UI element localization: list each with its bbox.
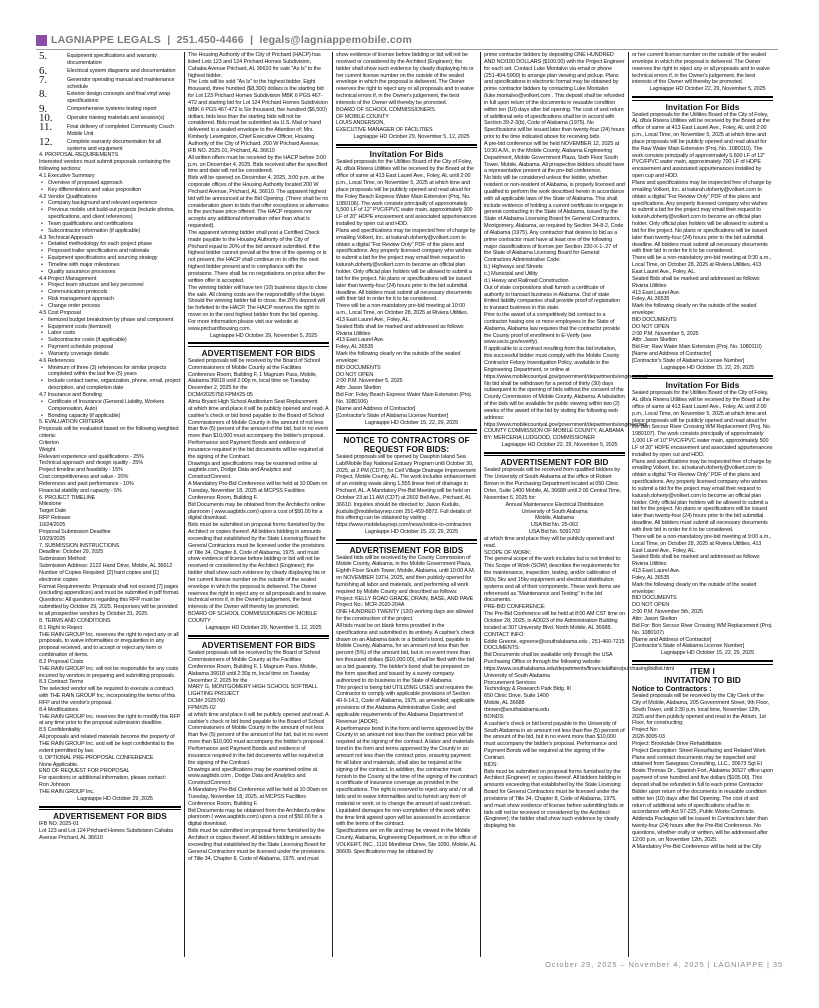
notice-paragraph: Sealed Bids shall be marked and addressed as follows: (336, 323, 465, 330)
section-divider (484, 452, 625, 457)
notice-paragraph: CONTACT INFO: (484, 631, 525, 638)
notice-paragraph: THE RAIN GROUP Inc. reserves the right to modify this RFP at any time prior to the proposal submission deadline. (39, 713, 181, 727)
notice-paragraph: Specifications are on file and may be viewed in the Mobile County, Alabama, Engineering Department, or in the office of VOLKERT, INC., 1110 Montlimar Drive, Ste 1050, Mobile, AL 36609. Specifications may be obtained by (336, 828, 477, 855)
centered-line: Annual Maintenance Electrical Distribution (505, 501, 604, 508)
notice-paragraph: 4.5 Cost Proposal (39, 309, 81, 316)
notice-paragraph: COUNTY COMMISSION OF MOBILE COUNTY, ALABAMA (484, 428, 624, 435)
item-text: Operator training materials and session(s) (67, 115, 165, 122)
notice-paragraph: Mark the following clearly on the outside of the sealed envelope: (632, 581, 757, 595)
notice-paragraph: show evidence of license before bidding or bid will not be received or considered by the Architect (Engineer); the bidder shall show such evidence by clearly displaying his or her current license number on the outside of the sealed envelope in which the proposal is delivered. The Owner reserves the right to reject any or all proposals and to waive technical errors if, in the Owner's judgement, the best interests of the Owner will thereby be promoted. (336, 52, 474, 106)
notice-paragraph: Cost competitiveness and value - 20% (39, 474, 129, 481)
notice-paragraph: Submission Address: 2122 Hand Drive, Mobile, AL 36612 (39, 563, 173, 570)
publication-run-dates: Lagniappe HD October 15, 22, 29, 2025 (660, 650, 755, 657)
item-text: Exterior design concepts and final vinyl wrap specifications (67, 91, 171, 105)
notice-paragraph: Mark the following clearly on the outside of the sealed envelope: (632, 303, 757, 317)
centered-line: Mobile, Alabama (535, 515, 574, 522)
notice-paragraph: at which time and place they will be publicly opened and read. (484, 535, 614, 549)
publication-run-dates: Lagniappe HD October 22, 29, November 5, 2025 (649, 86, 766, 93)
bullet-item: • Team qualifications and certifications (39, 221, 181, 228)
notice-paragraph: Plans and specifications may be inspected free of charge by emailing Volkert, Inc. at katurah.doherty@volkert.com to obtain a digital "For Review Only" PDF of the plans and specifications. Any properly licensed company who wishes to submit a bid for the project may email their request to katurah.doherty@volkert.com to become an official plan holder. Only official plan holders will be allowed to submit a bid for the project. No plans or specifications will be issued later than twenty-four (24) hours prior to the bid submittal deadline. All bidders must submit all necessary documents with their bid in order for it to be considered. (632, 180, 772, 255)
notice-paragraph: Plans and specifications may be inspected free of charge by emailing Volkert, Inc. at katurah.doherty@volkert.com to obtain a digital "For Review Only" PDF of the plans and specifications. Any properly licensed company who wishes to submit a bid for the project may email their request to katurah.doherty@volkert.com to become an official plan holder. Only official plan holders will be allowed to submit a bid for the project. No plans or specifications will be issued later than twenty-four (24) hours prior to the bid submittal deadline. All bidders must submit all necessary documents with their bid in order for it to be considered. (336, 227, 476, 303)
notice-paragraph: Sealed proposals will be received by the City Clerk of the City of Mobile, Alabama, 205 Government Street, 9th Floor, South Tower, until 2:30 p.m. local time, November 12th, 2025 and then publicly opened and read in the Atrium, 1st Floor, for constructing: (632, 693, 770, 727)
notice-paragraph: 8.1 Right to Reject (39, 624, 82, 631)
notice-paragraph: PRE-BID CONFERENCE: (484, 604, 546, 611)
notice-paragraph: Bids must be submitted on proposal forms furnished by the Architect (Engineer) or copies thereof. All bidders bidding in amounts exceeding that established by the State Licensing Board for General Contractors must be licensed under the provisions of Title 34, Chapter 8, Code of Alabama, 1975, and must show evidence of license before submitting bids or bids will not be received or considered by the Architect (Engineer); the bidder shall show such evidence by clearly displaying his (484, 768, 624, 830)
notice-paragraph: Format Requirements: Proposals shall not exceed [7] pages (excluding appendices) and must be submitted in pdf format. (39, 583, 180, 597)
publication-run-dates: Lagniappe HD October 29, November 5, 12, 2025 (353, 134, 470, 141)
bullet-item: • Quality assurance processes (39, 269, 181, 276)
numbered-item (39, 90, 181, 105)
notice-paragraph: DCM#2025758 FPM#25-05 (188, 392, 253, 399)
notice-paragraph: BOARD OF SCHOOL COMMISSIONERS OF MOBILE COUNTY (188, 611, 317, 624)
bullet-item: • Communication protocols (39, 289, 181, 296)
notice-paragraph: 9. OPTIONAL PRE-PROPOSAL CONFERENCE (39, 754, 154, 761)
notice-heading: ADVERTISEMENT FOR BID (500, 458, 609, 468)
notice-paragraph: Weight (39, 446, 56, 453)
notice-paragraph: Attn: Jason Skelton (336, 385, 382, 392)
notice-paragraph: Sealed proposals for the Utilities Board of the City of Foley, AL d/b/a Riviera Utilities will be received by the Board at the office of same at 413 East Laurel Ave., Foley, AL until 2:00 p.m., Local Time, on November 5, 2025 at which time and place proposals will be publicly opened and read aloud for the Raw Water Main Extension (Proj. No. 1080110). The work consists principally of approximately 5,600 LF of 12" PVC/FPVC water main, approximately 700 LF of HDPE encasement and associated appurtenances installed by open cup and HDD. (632, 111, 770, 180)
notice-paragraph: References and past performance - 10% (39, 480, 134, 487)
notice-paragraph: University of South Alabama (484, 672, 550, 679)
centered-line: University of South Alabama (521, 508, 588, 515)
notice-paragraph: EXECUTIVE MANAGER OF FACILITIES (336, 127, 433, 134)
notice-paragraph: 2:00 P.M. November 5, 2025 (632, 330, 699, 337)
bullet-item: • Payment schedule proposal (39, 344, 181, 351)
section-divider (188, 635, 329, 640)
notice-paragraph: Lot 123 and Lot 124 Prichard Homes Subdivision Cahaba Avenue Prichard, AL 36610 (39, 827, 173, 841)
notice-paragraph: DOCUMENTS: (484, 645, 520, 652)
notice-paragraph: OF MOBILE COUNTY (336, 113, 389, 120)
publication-run-dates: Lagniappe HD October 15, 22, 29, 2025 (660, 364, 755, 371)
notice-paragraph: Sealed Bids shall be marked and addressed as follows: (632, 554, 761, 561)
notice-paragraph: Foley, AL 36535 (632, 574, 670, 581)
notice-paragraph: Riviera Utilities (632, 561, 667, 568)
notice-paragraph: at which time and place it will be publicly opened and read. A cashier's check or bid bond payable to the Board of School Commissioners of Mobile County in the amount of not less than five (5) percent of the amount of the bid, but in no event more than $10,000 must accompany the bidder's proposal. Performance and Payment Bonds and evidence of insurance required in the bid documents will be required at the signing of the Contract. (188, 711, 329, 766)
item-number: 7. (39, 73, 48, 86)
page-header (36, 31, 778, 50)
notice-paragraph: No bids will be considered unless the bidder, whether resident or non-resident of Alabama, is properly licensed and qualified to perform the work described herein in accordance with all applicable laws of the State of Alabama. This shall include evidence of holding a current certificate to engage in general contracting in the State of Alabama, issued by the State of Alabama Licensing Board for General Contractors, Montgomery, Alabama, as required by Section 34-8-2, Code of Alabama (1975). Any contractor that desires to bid as a prime contractor must have at least one of the following major classifications of license per Section 230-X-1-.27 of the State of Alabama Licensing Board for General Contractors Administrative Code: (484, 175, 625, 264)
bullet-item: • Previous mobile unit build-out projects (include photos, specifications, and client references) (39, 207, 181, 221)
notice-paragraph: Bid For: Foley Beach Express Water Main Extension (Proj. No. 1080106) (336, 392, 472, 405)
separator: | (250, 34, 254, 46)
section-divider (188, 342, 329, 347)
notice-paragraph: Attn: Jason Skelton (632, 337, 678, 344)
item-number: 8. (39, 88, 48, 101)
bullet-item: • Proposed trailer specifications and rationale (39, 248, 181, 255)
notice-paragraph: BID DOCUMENTS (336, 364, 381, 371)
notice-paragraph: Prior to the award of a competitively bid contract to a contractor having one or more employees in the State of Alabama, Alabama law requires that the contractor provide the County proof of enrollment in E-Verify (see www.uscis.gov/everify). (484, 312, 620, 346)
notice-paragraph: Project: KELLY ROAD GRADE, DRAIN, BASE, AND PAVE (336, 595, 474, 602)
item-text: Comprehensive systems testing report (67, 106, 157, 113)
notice-paragraph: Bids must be submitted on proposal forms furnished by the Architect or copies thereof. All bidders bidding in amounts exceeding that established by the State Licensing Board for General Contractors must be licensed under the provisions of Title 34, Chapter 8, Code of Alabama, 1975, and must show evidence of license before bidding or bid will not be received or considered by the Architect (Engineer); the bidder shall show such evidence by clearly displaying his or her current license number on the outside of the sealed envelope in which the proposal is delivered. The Owner reserves the right to reject any or all proposals and to waive technical errors if, in the Owner's judgement, the best interests of the Owner will thereby be promoted. (188, 522, 326, 611)
notice-paragraph: or her current license number on the outside of the sealed envelope in which the proposal is delivered. The Owner reserves the right to reject any or all proposals and to waive technical errors if, in the Owner's judgement, the best interests of the Owner will thereby be promoted. (632, 52, 770, 86)
notice-paragraph: c.) Municipal and Utility (484, 271, 538, 277)
section-divider (336, 429, 477, 434)
header-separator (161, 34, 177, 46)
notice-paragraph: BY: MERCERIA LUDGOOD, COMMISSIONER (484, 435, 595, 442)
notice-paragraph: FPM#25-02 (188, 704, 216, 711)
notice-paragraph: Proposal Submission Deadline (39, 528, 111, 535)
notice-paragraph: [Name and Address of Contractor] (632, 351, 712, 358)
notice-paragraph: 4. PROPOSAL REQUIREMENTS (39, 152, 119, 159)
item-number: 11. (39, 121, 52, 134)
notice-paragraph: BID DOCUMENTS (632, 316, 677, 323)
notice-paragraph: BID DOCUMENTS (632, 595, 677, 602)
publication-run-dates: Lagniappe HD October 29, 2025 (77, 795, 153, 802)
notice-paragraph: The winning bidder will have ten (10) business days to close the sale. All closing costs are the responsibility of the buyer. Should the winning bidder fail to close, the 20% deposit will be forfeited to the HACP. The HACP reserves the right to move on to the next highest bidder from the bid opening. (188, 284, 328, 319)
notice-paragraph: The Housing Authority of the City of Prichard (HACP) has listed Lots 123 and 124 Prichard Homes Subdivision, Cahaba Avenue Prichard, AL 36610 for sale "As Is" to the highest bidder. (188, 52, 321, 79)
notice-paragraph: THE RAIN GROUP Inc. reserves the right to reject any or all proposals, to waive informalities or irregularities in any proposal received, and to accept or reject any item or combination of items. (39, 631, 179, 659)
notice-paragraph: 4.6 References (39, 357, 75, 364)
numbered-item (39, 73, 181, 91)
notice-paragraph: Sealed Bids shall be marked and addressed as follows: (632, 275, 761, 282)
notice-paragraph: 2:00 P.M. November 5th, 2025 (632, 609, 703, 616)
notice-paragraph: 8.4 Modifications (39, 706, 79, 713)
notice-heading: ADVERTISEMENT FOR BIDS (201, 348, 316, 358)
notice-paragraph: Technology & Research Park Bldg. III (484, 686, 571, 693)
notice-paragraph: The apparent winning bidder shall post a Certified Check made payable to the Housing Authority of the City of Prichard equal to 20% of the bid amount submitted. If the highest bidder cannot prevail at the time of the opening or is not present, the HACP shall continue on to offer the next highest bidder present and in compliance with the provisions. There shall be no negotiations on price after the written offer is accepted. (188, 229, 327, 284)
notice-paragraph: Financial stability and capacity - 5% (39, 487, 122, 494)
notice-paragraph: Ron Johnson (39, 782, 71, 789)
notice-paragraph: Project timeline and feasibility - 15% (39, 467, 123, 474)
notice-paragraph: Bid Documents shall be available only through the USA Purchasing Office or through the following website: https://www.southalabama.edu/departments/financialaffairs/purchasing/bidlist.html (484, 652, 674, 672)
notice-paragraph: Procurement Services (484, 679, 536, 686)
notice-paragraph: 8.5 Confidentiality (39, 727, 81, 734)
notice-paragraph: A performance bond in the form and terms approved by the County in an amount not less than the contract price will be required at the signing of the contract. A labor and materials bond in the form and terms approved by the County in an amount not less than the contract price, ensuring payment for all labor and materials, shall also be required at the signing of the contract. In addition, the contractor must furnish to the County at the time of the signing of the contract a certificate of insurance coverage as provided in the specifications. The right is reserved to reject any and / or all bids and to waive informalities and to furnish any item of material or work; or to change the amount of said contract. Liquidated damages for non-completion of the work within the time limit agreed upon will be assessed in accordance with the terms of the contract. (336, 725, 477, 828)
page-number: 35 (772, 960, 783, 969)
notice-paragraph: Plans and specifications may be inspected free of charge by emailing Volkert, Inc. at katurah.doherty@volkert.com to obtain a digital "For Review Only" PDF of the plans and specifications. Any properly licensed company who wishes to submit a bid for the project may email their request to katurah.doherty@volkert.com to become an official plan holder. Only official plan holders will be allowed to submit a bid for the project. No plans or specifications will be issued later than twenty-four (24) hours prior to the bid submittal deadline. All bidders must submit all necessary documents with their bid in order for it to be considered. (632, 458, 772, 533)
notice-paragraph: Sealed proposals will be opened by Dauphin Island Sea Lab/Mobile Bay National Estuary Program until October 30, 2025, at 2 PM (CDT), for Cell Village Drainage Improvement Project, Mobile County, AL. The work includes enhancement of an existing swale along 1,555 linear feet of drainage in Prichard, AL. A Mandatory Pre-Bid Meeting will be held on October 23 at 11 AM (CDT) at 2602 Bell Ave., Prichard, AL 36610. Inquiries should be directed to: Jason Kudulis, jkudulis@mobilebaynep.com 251-459-8872. Full details of this offering can be obtained by visiting https://www.mobilebaynep.com/news/notice-to-contractors (336, 453, 476, 529)
notice-paragraph: Bids must be submitted on proposal forms furnished by the Architect or copies thereof. All bidders bidding in amounts exceeding that established by the State Licensing Board for General Contractors must be licensed under the provisions of Title 34, Chapter 8, Code of Alabama, 1975, and must (188, 828, 326, 862)
notice-paragraph: 2028-3005-03 (632, 734, 665, 741)
notice-paragraph: Project No.: MCR-2020-204A (336, 602, 405, 609)
notice-paragraph: 413 East Laurel Ave. (336, 337, 385, 344)
notice-paragraph: A Mandatory Pre-Bid Conference will be held at the City (632, 843, 762, 850)
notice-paragraph: Bid For: Bon Secour River Crossing WM Replacement (Proj. No. 1080107) (632, 622, 773, 636)
notice-paragraph: [Name and Address of Contractor] (632, 636, 712, 643)
numbered-item (39, 52, 181, 67)
notice-paragraph: Drawings and specifications may be examined online at aagbids.com, Dodge Data and Analytics and ConstructConnect. (188, 460, 318, 481)
notice-paragraph: Technical approach and design quality - 25% (39, 460, 143, 467)
notice-paragraph: Proposals will be evaluated based on the following weighted criteria: (39, 426, 179, 440)
notice-paragraph: 2:00 P.M. November 5, 2025 (336, 378, 403, 385)
notice-paragraph: Foley, AL 36535 (336, 344, 374, 351)
notice-heading: NOTICE TO CONTRACTORS OF REQUEST FOR BIDS: (343, 435, 470, 454)
bullet-item: • Warranty coverage details (39, 351, 181, 358)
notice-paragraph: 10/24/2025 (39, 522, 66, 528)
notice-paragraph: All written offers must be received by the HACP before 3:00 p.m. on December 4, 2025. Bids received after the specified time and date will not be considered. (188, 154, 328, 175)
issue-dates: October 29, 2025 – November 4, 2025 (545, 960, 705, 969)
notice-paragraph: 7. SUBMISSION INSTRUCTIONS (39, 542, 120, 549)
notice-paragraph: Attn: Jason Skelton (632, 615, 678, 622)
notice-paragraph: 10/29/2025 (39, 535, 66, 542)
item-number: 5. (39, 50, 48, 62)
notice-paragraph: None Applicable. (39, 761, 79, 768)
notice-paragraph: [Contractor's State of Alabama License Number] (336, 412, 449, 419)
notice-heading: INVITATION TO BID (664, 675, 741, 685)
notice-paragraph: Criterion (39, 439, 59, 446)
bullet-item: • Equipment costs (itemized) (39, 324, 181, 331)
notice-paragraph: d.) Heavy and Railroad Construction (484, 277, 569, 284)
notice-paragraph: Bid Documents may be obtained from the Architect's online planroom ( www.aagbids.com) upon a cost of $50.00 for a digital download. (188, 501, 325, 522)
notice-paragraph: at which time and place it will be publicly opened and read. A cashier's check or bid bond payable to the Board of School Commissioners of Mobile County in the amount of not less than five (5) percent of the amount of the bid, but in no event more than $10,000 must accompany the bidder's proposal. Performance and Payment Bonds and evidence of insurance required in the bid documents will be required at the signing of the Contract. (188, 405, 329, 460)
column-5 (628, 52, 776, 957)
page-footer: October 29, 2025 – November 4, 2025 | LAGNIAPPE | 35 (545, 960, 783, 969)
notice-paragraph: Deadline: October 29, 2025 (39, 549, 104, 556)
notice-paragraph: 8. TERMS AND CONDITIONS (39, 617, 111, 624)
publication-run-dates: Lagniappe HD October 22, 29, November 5, 2025 (501, 442, 618, 449)
notice-paragraph: Sealed proposals will be received by the Board of School Commissioners of Mobile County at the Facilities Conference Room, Building F, 1 Magnum Pass, Mobile, Alabama 36618 until 2:00p m, local time on Tuesday December 2, 2025 for the (188, 357, 321, 392)
notice-paragraph: The general scope of the work includes but is not limited to: This Scope of Work (SOW) describes the requirements for the maintenance, inspection, testing, and/or calibration of 600v, 5kv and 15kv equipment and electrical distribution systems and all of their components. These work items are referenced as "Maintenance and Testing" in the bid documents. (484, 556, 622, 604)
notice-paragraph: Submission Method: (39, 556, 87, 563)
notice-paragraph: There will be a non-mandatory pre-bid meeting at 9:30 a.m., Local Time, on October 28, 2025 at Riviera Utilities, 413 East Laurel Ave., Foley, AL. (632, 255, 772, 275)
notice-paragraph: [Contractor's State of Alabama License Number] (632, 357, 745, 364)
notice-heading: Invitation For Bids (665, 102, 740, 112)
notice-paragraph: 5. EVALUATION CRITERIA (39, 419, 104, 426)
notice-paragraph: Bid For: Raw Water Main Extension (Proj. No. 1080110) (632, 344, 762, 351)
bullet-item: • Subcontractor information (if applicable) (39, 228, 181, 235)
section-color-block (36, 35, 47, 46)
notice-paragraph: A pre-bid conference will be held NOVEMBER 12, 2025 at 10:30 A.M., in the Mobile County, Alabama Engineering Department, Mobile Government Plaza, Sixth Floor South Tower, Mobile, Alabama. All prospective bidders should have a representative present at the pre-bid conference. (484, 140, 625, 175)
notice-paragraph: Project: Brookdale Drive Rehabilitation (632, 740, 722, 747)
notice-paragraph: Mobile, AL 36688 (484, 700, 525, 707)
notice-paragraph: 650 Clinic Drive, Suite 1400 (484, 693, 549, 700)
publication-run-dates: Lagniappe HD October 15, 22, 29, 2025 (364, 529, 459, 536)
item-number: 6. (39, 64, 48, 77)
notice-paragraph: Project Description: Street Resurfacing and Related Work (632, 747, 766, 754)
notice-paragraph: 413 East Laurel Ave. (632, 289, 681, 296)
bullet-item: • Company background and relevant experience (39, 200, 181, 207)
section-divider (336, 539, 477, 544)
publication-run-dates: Lagniappe HD October 29, November 5, 2025 (209, 332, 318, 339)
numbered-item (39, 135, 181, 153)
notice-paragraph: 4.4 Project Management (39, 275, 97, 282)
notice-paragraph: For more information please visit our website at www.prichardhousing.com. (188, 318, 298, 332)
notice-paragraph: 4.3 Technical Approach (39, 234, 94, 241)
notice-paragraph: THE RAIN GROUP Inc. (39, 788, 95, 795)
notice-paragraph: Target Date (39, 508, 67, 515)
notice-paragraph: Sealed proposals will be received from qualified bidders by The University of South Alabama at the office of Robert Brown in the Purchasing Department located at 650 Clinic Drive, Suite 1400 Mobile, AL 36688 until 2:00 Central Time, November 6, 2025 for: (484, 467, 622, 501)
notice-paragraph: 8.3 Contract Terms (39, 679, 84, 686)
notice-paragraph: Eddie Greene, egreene@southalabama.edu , 251-460-7215 (484, 638, 625, 645)
notice-paragraph: Number of Copies Required: [2] hard copies and [1] electronic copies (39, 569, 159, 583)
notice-paragraph: END OF REQUEST FOR PROPOSAL (39, 768, 130, 775)
notice-paragraph: Riviera Utilities (632, 282, 667, 289)
notice-paragraph: If applicable to a contract resulting from this bid invitation, this successful bidder must comply with the Mobile County Contractor Felony Investigation Policy, available in the Engineering Department, or online at https://www.mobilecountyal.gov/government/departments/engineering/ (484, 346, 648, 380)
notice-paragraph: There will be a non-mandatory pre-bid meeting at 10:00 a.m., Local Time, on October 28, 2025 at Riviera Utilities, 413 East Laurel Ave., Foley, AL. (336, 303, 469, 323)
separator: | (167, 34, 171, 46)
notice-paragraph: rbrown@southalabama.edu (484, 706, 549, 713)
notice-paragraph: RFP Release (39, 515, 71, 522)
notice-paragraph: A cashier's check or bid bond payable to the University of South Alabama in an amount not less than five (5) percent of the amount of the bid, but in no event more than $10,000 must accompany the bidder's proposal. Performance and Payment Bonds will be required at the signing of the Contract. (484, 720, 625, 761)
notice-paragraph: Bids will be opened on December 4, 2025, 3:00 p.m. at the corporate offices of the Housing Authority located 200 W Prichard Avenue, Prichard, AL 36610. The apparent highest bid will be announced at the Bid Opening. (There shall be no consideration given to bids that offer exceptions or alternates to the purchase price offered. The HACP requires nor accepts any additional information other than what is requested). (188, 175, 329, 230)
bullet-item: • Risk management approach (39, 296, 181, 303)
notice-heading: Invitation For Bids (665, 381, 740, 391)
notice-heading: ADVERTISEMENT FOR BIDS (201, 641, 316, 651)
bullet-item: • Key differentiators and value proposition (39, 187, 181, 194)
centered-line: USA Bid No. 25-062 (530, 522, 579, 529)
notice-paragraph: The Lots will be sold "As Is" to the highest bidder. Eight thousand, three hundred ($8,300) dollars is the starting bid for Lot 123 Prichard Homes Subdivision MBK 6 PGS 467-472 and starting bid for Lot 124 Prichard Homes Subdivision MBK 6 PGS 467-472 is Six thousand, five hundred ($6,500) dollars, bids less than the starting bids will not be considered. Bids must be submitted via U.S. Mail or hand delivered in a sealed envelope to the Attention of: Mrs. Kimberly Lewingston, Chief Executive Officer, Housing Authority of the City of Prichard, 200 W Prichard Avenue, IFB NO. 2025.01, Prichard, AL 36610 (188, 79, 328, 154)
item-number: 10. (39, 112, 53, 125)
item-text: Final delivery of completed Community Couch Mobile Unit (67, 124, 175, 137)
item-text: Electrical system diagrams and documentation (67, 67, 176, 74)
notice-paragraph: BIDS: (484, 761, 498, 768)
notice-heading: ADVERTISEMENT FOR BIDS (53, 812, 167, 822)
notice-paragraph: Sealed proposals for the Utilities Board of the City of Foley, AL d/b/a Riviera Utilities will be received by the Board at the office of same at 413 East Laurel Ave., Foley, AL until 2:00 p.m., Local Time, on November 5, 2025 at which time and place proposals will be publicly opened and read aloud for the Foley Beach Express Water Main Extension (Proj. No. 1080106). The work consists principally of approximately 5,500 LF of 12" PVC/FPVC water main, approximately 300 LF of 20" HDPE encasement and associated appurtenances installed by open cut and HDD. (336, 159, 477, 228)
notice-paragraph: 4.1 Executive Summary (39, 172, 95, 179)
legal-notices-columns (36, 52, 778, 957)
notice-paragraph: BOARD OF SCHOOL COMMISSIONERS (336, 106, 435, 113)
notice-heading: ITEM I (690, 666, 715, 676)
numbered-item (39, 123, 181, 138)
notice-paragraph: DO NOT OPEN (336, 371, 374, 378)
notice-paragraph: IFB NO. 2025-01 (39, 821, 79, 828)
numbered-item (39, 105, 181, 114)
notice-paragraph: There will be a non-mandatory pre-bid meeting at 9:00 a.m., Local Time, on October 28, 2025 at Riviera Utilities, 413 East Laurel Ave., Foley, AL. (632, 533, 772, 554)
notice-paragraph: Foley, AL 36535 (632, 296, 670, 303)
item-text: Complete warranty documentation for all systems and equipment (67, 138, 162, 152)
item-number: 12. (39, 135, 53, 148)
notice-paragraph: b.) Highways and Streets (484, 264, 543, 271)
section-title: LAGNIAPPE LEGALS (51, 34, 161, 46)
bullet-item: • Minimum of three (3) references for similar projects completed within the last five (5) years (39, 365, 181, 379)
notice-paragraph: The selected vendor will be required to execute a contract with THE RAIN GROUP Inc. incorporating the terms of this RFP and the vendor's proposal. (39, 686, 176, 706)
notice-paragraph: Milestone (39, 501, 62, 508)
header-phone: 251.450-4466 (176, 34, 244, 46)
item-text: Equipment specifications and warranty documentation (67, 53, 157, 66)
notice-paragraph: Mark the following clearly on the outside of the sealed envelope: (336, 351, 461, 364)
column-1 (36, 52, 184, 957)
section-divider (632, 660, 773, 665)
notice-paragraph: Alma Bryant High School Auditorium Seat Replacement (188, 399, 318, 405)
notice-paragraph: The Pre-Bid Conference will be held at 8:00 AM CST time on October 28, 2025, in AD023 of the Administration Building located at 307 University Blvd. North Mobile, AL 36688. (484, 611, 625, 631)
bullet-item: • Include contact name, organization, phone, email, project description, and completion date (39, 378, 181, 392)
notice-paragraph: Project No: (632, 727, 658, 734)
column-3 (332, 52, 480, 957)
bullet-item: • Detailed methodology for each project phase (39, 241, 181, 248)
notice-paragraph: 6. PROJECT TIMELINE (39, 494, 96, 501)
header-separator (244, 34, 260, 46)
notice-paragraph: DO NOT OPEN (632, 323, 670, 330)
notice-heading: Invitation For Bids (369, 150, 444, 160)
publication-name: LAGNIAPPE (713, 960, 765, 969)
notice-paragraph: SCOPE OF WORK: (484, 549, 531, 556)
notice-paragraph: DO NOT OPEN (632, 602, 670, 609)
centered-line: USA Bid No. 5091702 (528, 529, 581, 536)
notice-paragraph: All proposals and related materials become the property of THE RAIN GROUP Inc. and will be kept confidential to the extent permitted by law. (39, 734, 175, 754)
notice-heading: ADVERTISEMENT FOR BIDS (349, 545, 464, 555)
notice-paragraph: Plans and contract documents may be inspected and obtained from Sawgrass Consulting, LLC., 30673 Sgt El Boats Thomas Dr., Spanish Fort, Alabama 36527 office upon payment of one hundred and five dollars ($105.00). This deposit shall be refunded in full to each prime Contractor Bidder upon return of the documents in reusable condition within ten (10) days after Bid Opening. The cost of and return of additional sets of specifications shall be in accordance with Act 97-225, Public Works Contracts. (632, 754, 773, 816)
notice-paragraph: THE RAIN GROUP Inc. will not be responsible for any costs incurred by vendors in preparing and submitting proposals. (39, 665, 179, 679)
notice-paragraph: Addenda Packages will be issued to Contractors later than twenty-four (24) hours after the Pre-Bid Conference. No questions, whether orally or written, will be addressed after 12:00 p.m. on November 12th, 2025. (632, 816, 768, 843)
notice-paragraph: Drawings and specifications may be examined online at www.aagbids.com , Dodge Data and Analytics and ConstructConnect. (188, 766, 318, 787)
notice-paragraph: All bids must be on blank forms provided in the specifications and submitted in its entirety. A cashier's check drawn on an Alabama bank or a bidder's bond, payable to Mobile County, Alabama, for an amount not less than five percent (5%) of the amount bid, but in no event more than ten thousand dollars ($10,000.00), shall be filed with the bid as a bid guaranty. The bidder's bond shall be prepared on the form specified and issued by a surety company authorized to do business in the State of Alabama. (336, 622, 475, 684)
notice-paragraph: Relevant experience and qualifications - 25% (39, 453, 144, 460)
publication-run-dates: Lagniappe HD October 29, November 5, 12, 2025 (205, 624, 322, 631)
notice-paragraph: Riviera Utilities (336, 330, 371, 337)
notice-paragraph: Sealed proposals for the Utilities Board of the City of Foley, AL d/b/a Riviera Utilities will be received by the Board at the office of same at 413 East Laurel Ave., Foley, AL until 2:00 p.m., Local Time, on November 5, 2025 at which time and place proposals will be publicly opened and read aloud for the Bon Secour River Crossing WM Replacement (Proj. No. 1080107). The work consists principally of approximately 1,000 LF of 10" PVC/FPVC water main, approximately 500 LF of 20" HDPE encasement and associated appurtenances installed by open cut and HDD. (632, 390, 773, 458)
numbered-item (39, 114, 181, 123)
notice-paragraph: A Mandatory Pre-Bid Conference will be held at 10:00am on Tuesday, November 18, 2025 at MCPSS Facilities Conference Room, Building F. (188, 481, 328, 501)
header-email[interactable]: legals@lagniappemobile.com (259, 34, 413, 46)
bullet-item: • Bonding capacity (if applicable) (39, 413, 181, 420)
notice-paragraph: This project is being bid UTILIZING USES and requires the Contractor to comply with applicable provisions of Section 40-9-14.1, Code of Alabama, 1975, as amended; applicable provisions of the Alabama Administrative Code; and applicable requirements of the Alabama Department of Revenue (ADOR). (336, 684, 475, 725)
notice-paragraph: LOUIS ANDERSON, (336, 120, 385, 127)
notice-paragraph: Sealed proposals will be received by the Board of School Commissioners of Mobile County at the Facilities Conference Room, Building F, 1 Magnum Pass, Mobile, Alabama 36618 until 2:30p m, local time on Tuesday December 2, 2025 for the (188, 650, 321, 684)
item-number: 9. (39, 103, 48, 116)
bullet-item: • Certificate of Insurance (General Liability, Workers Compensation, Auto) (39, 399, 181, 413)
notice-paragraph: Interested vendors must submit proposals containing the following sections: (39, 159, 171, 173)
notice-paragraph: prime contractor bidders by depositing ONE HUNDRED AND NO/100 DOLLARS ($100.00) with the Project Engineer for each set. Contact Luke Montalvo via email or phone (251-404-5900) to arrange plan viewing and pickup. Plans and specifications in electronic format may be obtained by prime contractor bidders by contacting Luke Montalvo (luke.montalvo@volkert.com . This deposit shall be refunded in full upon return of the documents in reusable condition within ten (10) days after bid opening. The cost of and return of additional sets of specifications shall be in accord with Section 39-2-3(b), Code of Alabama (1975). No Specifications will be issued later than twenty-four (24) hours prior to the time indicated above for receiving bids. (484, 52, 625, 141)
notice-paragraph: For questions or additional information, please contact: (39, 775, 166, 782)
section-divider (632, 375, 773, 380)
bullet-item: • Timeline with major milestones (39, 262, 181, 269)
notice-paragraph: MARY G. MONTGOMERY HIGH SCHOOL SOFTBALL LIGHTING PROJECT (188, 684, 318, 698)
column-2 (184, 52, 332, 957)
notice-paragraph: Out of state corporations shall furnish a certificate of authority to transact business in Alabama. Out of state limited liability companies shall provide proof of registration to transact business in this state. (484, 284, 620, 312)
notice-paragraph: A Mandatory Pre-Bid Conference will be held at 10:30am on Tuesday, November 18, 2025, at MCPSS Facilities Conference Room, Building F. (188, 787, 328, 807)
bullet-item: • Overview of proposed approach (39, 180, 181, 187)
notice-paragraph: [Name and Address of Contractor] (336, 405, 416, 412)
section-divider (336, 144, 477, 149)
notice-paragraph: 4.7 Insurance and Bonding (39, 391, 102, 398)
item-text: Generator operating manual and maintenance schedule (67, 76, 175, 90)
section-divider (632, 96, 773, 101)
notice-paragraph: No bid shall be withdrawn for a period of thirty (30) days subsequent to the opening of bids without the consent of the County Commission of Mobile County, Alabama. A tabulation of the bids will be available for public viewing within two (2) weeks of the award of the bid by visiting the following web address: https://www.mobilecountyal.gov/government/departments/engineering/ (484, 380, 648, 428)
notice-paragraph: DCM# 2025760 (188, 698, 226, 705)
bullet-item: • Itemized budget breakdown by phase and component (39, 317, 181, 324)
bullet-item: • Project team structure and key personnel (39, 282, 181, 289)
bullet-item: • Change order process (39, 303, 181, 310)
notice-paragraph: 4.2 Vendor Qualifications (39, 193, 98, 200)
notice-paragraph: Sealed bids will be received by the County Commission of Mobile County, Alabama, in the Mobile Government Plaza, Eighth Floor South Tower, Mobile, Alabama, until 10:00 A.M. on NOVEMBER 19TH, 2025, and then publicly opened for furnishing all labor and materials, and performing all work required by Mobile County and described as follows: (336, 554, 475, 595)
notice-paragraph: [Contractor's State of Alabama License Number] (632, 643, 745, 650)
notice-subheading: Notice to Contractors : (632, 683, 712, 693)
notice-paragraph: Bid Documents may be obtained from the Architect's online planroom ( www.aagbids.com) upon a cost of $50.00 for a digital download. (188, 807, 325, 828)
section-divider (39, 806, 181, 811)
notice-paragraph: 413 East Laurel Ave. (632, 568, 681, 575)
bullet-item: • Labor costs (39, 330, 181, 337)
bullet-item: • Subcontractor costs (if applicable) (39, 337, 181, 344)
numbered-item (39, 64, 181, 77)
bullet-item: • Equipment specifications and sourcing strategy (39, 255, 181, 262)
notice-paragraph: 8.2 Proposal Costs (39, 658, 84, 665)
publication-run-dates: Lagniappe HD October 15, 22, 29, 2025 (364, 419, 459, 426)
notice-paragraph: BONDS: (484, 713, 505, 720)
notice-paragraph: Questions: All questions regarding this RFP must be submitted by October 29, 2025. Responses will be provided to all prospective vendors by October 31, 2025. (39, 597, 178, 617)
notice-paragraph: ONE HUNDRED TWENTY (120) working days are allowed for the construction of the project. (336, 609, 474, 623)
